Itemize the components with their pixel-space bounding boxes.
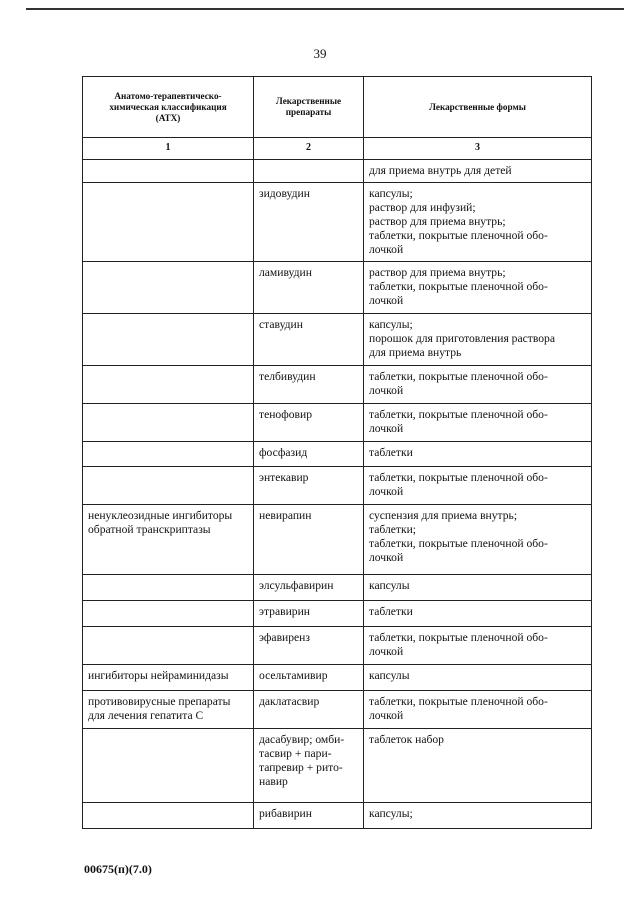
text-line: капсулы; [369, 807, 413, 820]
atx-cell [83, 404, 254, 442]
text-line: фосфазид [259, 446, 308, 459]
atx-cell [83, 366, 254, 404]
atx-cell [83, 314, 254, 366]
text-line: тенофовир [259, 408, 312, 421]
text-line: рибавирин [259, 807, 312, 820]
text-line: дасабувир; омби- [259, 733, 345, 746]
text-line: телбивудин [259, 370, 316, 383]
forms-cell [364, 404, 592, 442]
table-header-row [83, 77, 592, 138]
drug-cell [254, 601, 364, 627]
text-line: тапревир + рито- [259, 761, 343, 774]
drug-cell [254, 575, 364, 601]
atx-cell [83, 575, 254, 601]
table-row [83, 575, 592, 601]
drug-cell [254, 627, 364, 665]
text-line: Анатомо-терапевтическо- [114, 90, 222, 101]
text-line: ненуклеозидные ингибиторы [88, 509, 233, 522]
text-line: обратной транскриптазы [88, 523, 211, 536]
text-line: капсулы [369, 579, 410, 592]
atx-cell [83, 803, 254, 829]
forms-cell [364, 575, 592, 601]
page-number: 39 [313, 46, 327, 61]
atx-cell [83, 262, 254, 314]
text-line: этравирин [259, 605, 311, 618]
forms-cell [364, 729, 592, 803]
table-row [83, 262, 592, 314]
table-row [83, 691, 592, 729]
atx-cell [83, 467, 254, 505]
drug-cell [254, 691, 364, 729]
text-line: даклатасвир [259, 695, 320, 708]
text-line: противовирусные препараты [88, 695, 231, 708]
table-row [83, 366, 592, 404]
text-line: порошок для приготовления раствора [369, 332, 555, 345]
table-row [83, 314, 592, 366]
text-line: тасвир + пари- [259, 747, 332, 760]
drug-cell [254, 803, 364, 829]
drug-cell [254, 183, 364, 262]
atx-cell [83, 729, 254, 803]
table-row [83, 442, 592, 467]
column-number-row [83, 138, 592, 160]
text-line: таблетки, покрытые пленочной обо- [369, 229, 548, 242]
text-line: таблеток набор [369, 733, 444, 746]
table-row [83, 160, 592, 183]
column-number-3: 3 [364, 138, 592, 160]
text-line: капсулы [369, 669, 410, 682]
text-line: для приема внутрь для детей [369, 164, 512, 177]
atx-cell [83, 691, 254, 729]
text-line: навир [259, 775, 288, 788]
text-line: таблетки, покрытые пленочной обо- [369, 408, 548, 421]
table-row [83, 404, 592, 442]
forms-cell [364, 467, 592, 505]
text-line: ламивудин [259, 266, 312, 279]
header-atx [83, 77, 254, 138]
text-line: лочкой [369, 485, 404, 498]
text-line: для приема внутрь [369, 346, 462, 359]
atx-cell [83, 601, 254, 627]
text-line: невирапин [259, 509, 312, 522]
text-line: Лекарственные формы [429, 101, 526, 112]
drug-cell [254, 160, 364, 183]
atx-cell [83, 442, 254, 467]
drug-cell [254, 314, 364, 366]
text-line: раствор для инфузий; [369, 201, 476, 214]
top-rule [26, 8, 624, 10]
forms-cell [364, 665, 592, 691]
drug-cell [254, 467, 364, 505]
atx-cell [83, 627, 254, 665]
text-line: ингибиторы нейраминидазы [88, 669, 229, 682]
text-line: лочкой [369, 551, 404, 564]
text-line: Лекарственные [275, 96, 342, 106]
drug-cell [254, 505, 364, 575]
forms-cell [364, 314, 592, 366]
atx-cell [83, 665, 254, 691]
text-line: суспензия для приема внутрь; [369, 509, 518, 522]
text-line: таблетки, покрытые пленочной обо- [369, 370, 548, 383]
table-row [83, 665, 592, 691]
drug-table [82, 76, 592, 829]
column-number-1: 1 [83, 138, 254, 160]
forms-cell [364, 627, 592, 665]
text-line: таблетки, покрытые пленочной обо- [369, 537, 548, 550]
drug-cell [254, 442, 364, 467]
text-line: осельтамивир [259, 669, 328, 682]
forms-cell [364, 505, 592, 575]
text-line: таблетки [369, 446, 413, 459]
drug-cell [254, 404, 364, 442]
drug-cell [254, 729, 364, 803]
text-line: ставудин [259, 318, 303, 331]
text-line: лочкой [369, 709, 404, 722]
text-line: лочкой [369, 384, 404, 397]
text-line: (АТХ) [155, 112, 181, 123]
table-row [83, 505, 592, 575]
atx-cell [83, 505, 254, 575]
text-line: раствор для приема внутрь; [369, 215, 506, 228]
text-line: таблетки [369, 605, 413, 618]
text-line: для лечения гепатита С [88, 709, 204, 722]
atx-cell [83, 160, 254, 183]
table-row [83, 803, 592, 829]
text-line: лочкой [369, 243, 404, 256]
forms-cell [364, 803, 592, 829]
text-line: раствор для приема внутрь; [369, 266, 506, 279]
table-row [83, 601, 592, 627]
forms-cell [364, 183, 592, 262]
text-line: препараты [285, 107, 332, 117]
document-code: 00675(п)(7.0) [84, 862, 152, 876]
text-line: лочкой [369, 645, 404, 658]
text-line: таблетки, покрытые пленочной обо- [369, 695, 548, 708]
forms-cell [364, 160, 592, 183]
column-number-2: 2 [254, 138, 364, 160]
text-line: таблетки, покрытые пленочной обо- [369, 471, 548, 484]
text-line: капсулы; [369, 318, 413, 331]
forms-cell [364, 366, 592, 404]
text-line: лочкой [369, 422, 404, 435]
text-line: элсульфавирин [259, 579, 334, 592]
text-line: энтекавир [259, 471, 309, 484]
text-line: таблетки; [369, 523, 417, 536]
header-drugs [254, 77, 364, 138]
table-row [83, 183, 592, 262]
header-forms [364, 77, 592, 138]
atx-cell [83, 183, 254, 262]
forms-cell [364, 691, 592, 729]
table-row [83, 627, 592, 665]
text-line: зидовудин [259, 187, 310, 200]
text-line: капсулы; [369, 187, 413, 200]
forms-cell [364, 442, 592, 467]
drug-cell [254, 665, 364, 691]
drug-cell [254, 262, 364, 314]
table-row [83, 467, 592, 505]
text-line: лочкой [369, 294, 404, 307]
text-line: таблетки, покрытые пленочной обо- [369, 631, 548, 644]
text-line: химическая классификация [109, 101, 227, 112]
table-row [83, 729, 592, 803]
forms-cell [364, 262, 592, 314]
text-line: эфавиренз [259, 631, 310, 644]
text-line: таблетки, покрытые пленочной обо- [369, 280, 548, 293]
drug-cell [254, 366, 364, 404]
forms-cell [364, 601, 592, 627]
